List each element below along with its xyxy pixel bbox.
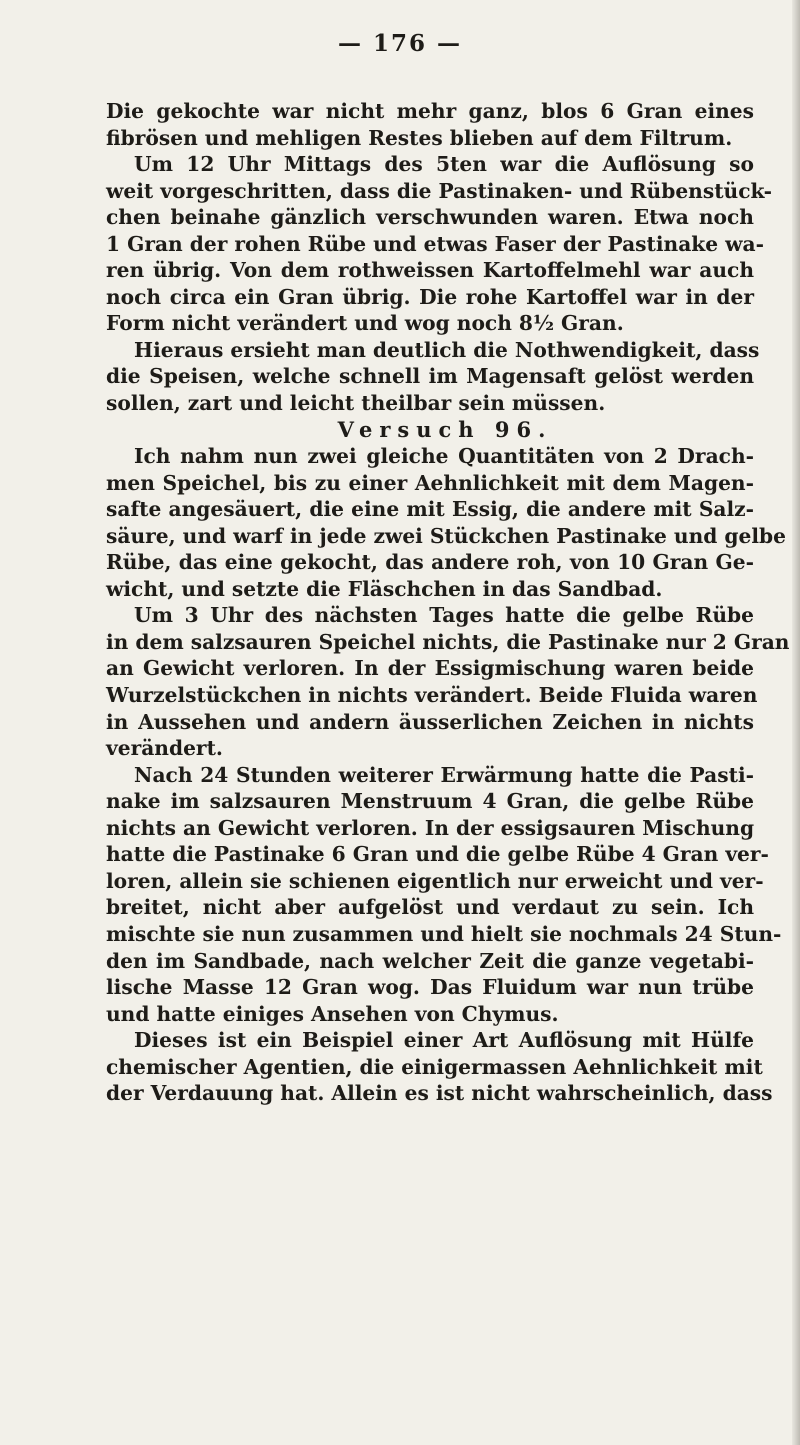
text-line: Hieraus ersieht man deutlich die Nothwendigkeit, dass (134, 337, 760, 362)
text-line: den im Sandbade, nach welcher Zeit die ganze vegetabi- (106, 948, 754, 973)
text-line: Wurzelstückchen in nichts verändert. Beide Fluida waren (106, 683, 758, 708)
section-heading: Versuch 96. (337, 416, 553, 442)
text-line: sollen, zart und leicht theilbar sein müssen. (106, 391, 606, 416)
text-line: säure, und warf in jede zwei Stückchen Pastinake und gelbe (106, 523, 787, 548)
text-line: Nach 24 Stunden weiterer Erwärmung hatte die Pasti- (134, 762, 754, 787)
page-body-text (106, 98, 790, 1107)
text-line: weit vorgeschritten, dass die Pastinaken- und Rübenstück- (106, 178, 773, 203)
text-line: chemischer Agentien, die einigermassen Aehnlichkeit mit (106, 1054, 763, 1079)
text-line: wicht, und setzte die Fläschchen in das Sandbad. (106, 576, 663, 601)
text-line: lische Masse 12 Gran wog. Das Fluidum war nun trübe (106, 975, 754, 1000)
page-edge-shadow (792, 0, 800, 1445)
text-line: Form nicht verändert und wog noch 8½ Gran. (106, 311, 624, 336)
text-line: breitet, nicht aber aufgelöst und verdaut zu sein. Ich (106, 895, 754, 920)
text-line: die Speisen, welche schnell im Magensaft gelöst werden (106, 364, 754, 389)
text-line: chen beinahe gänzlich verschwunden waren. Etwa noch (106, 205, 754, 230)
text-line: Rübe, das eine gekocht, das andere roh, von 10 Gran Ge- (106, 550, 754, 575)
text-line: safte angesäuert, die eine mit Essig, die andere mit Salz- (106, 497, 754, 522)
text-line: an Gewicht verloren. In der Essigmischung waren beide (106, 656, 754, 681)
text-line: mischte sie nun zusammen und hielt sie nochmals 24 Stun- (106, 921, 782, 946)
text-line: ren übrig. Von dem rothweissen Kartoffelmehl war auch (106, 258, 754, 283)
text-line: verändert. (106, 736, 223, 761)
text-line: Dieses ist ein Beispiel einer Art Auflösung mit Hülfe (134, 1028, 754, 1053)
text-line: Um 12 Uhr Mittags des 5ten war die Auflösung so (134, 152, 754, 177)
text-line: noch circa ein Gran übrig. Die rohe Kartoffel war in der (106, 284, 754, 309)
text-line: men Speichel, bis zu einer Aehnlichkeit mit dem Magen- (106, 470, 754, 495)
text-line: loren, allein sie schienen eigentlich nur erweicht und ver- (106, 868, 764, 893)
text-line: nichts an Gewicht verloren. In der essigsauren Mischung (106, 815, 755, 840)
text-line: nake im salzsauren Menstruum 4 Gran, die gelbe Rübe (106, 789, 754, 814)
page-number-header: — 176 — (337, 30, 463, 57)
text-line: in dem salzsauren Speichel nichts, die Pastinake nur 2 Gran (106, 629, 790, 654)
text-line: in Aussehen und andern äusserlichen Zeichen in nichts (106, 709, 754, 734)
text-line: Um 3 Uhr des nächsten Tages hatte die gelbe Rübe (134, 603, 754, 628)
text-line: Die gekochte war nicht mehr ganz, blos 6 Gran eines (106, 99, 754, 123)
text-line: der Verdauung hat. Allein es ist nicht wahrscheinlich, dass (106, 1081, 773, 1106)
text-line: und hatte einiges Ansehen von Chymus. (106, 1001, 559, 1026)
text-line: hatte die Pastinake 6 Gran und die gelbe Rübe 4 Gran ver- (106, 842, 769, 867)
text-line: fibrösen und mehligen Restes blieben auf dem Filtrum. (106, 125, 733, 150)
text-line: Ich nahm nun zwei gleiche Quantitäten von 2 Drach- (134, 444, 754, 469)
text-line: 1 Gran der rohen Rübe und etwas Faser der Pastinake wa- (106, 231, 764, 256)
